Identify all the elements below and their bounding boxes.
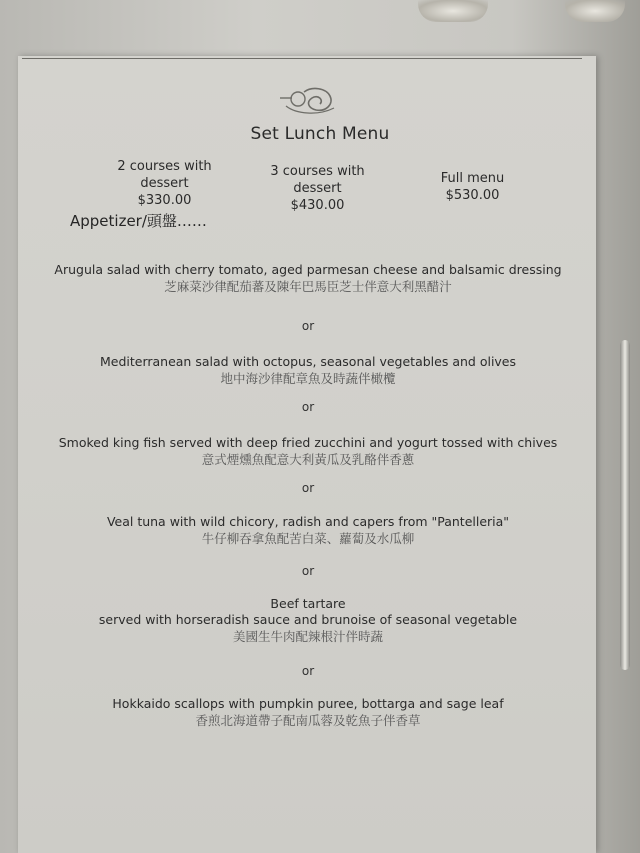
menu-item xyxy=(0,696,616,729)
menu-item-chinese: 意式煙燻魚配意大利黃瓜及乳酪伴香蔥 xyxy=(201,452,415,467)
price-option xyxy=(245,163,390,214)
menu-item-chinese: 地中海沙律配章魚及時蔬伴橄欖 xyxy=(220,371,396,386)
price-option-label: 3 courses with dessert xyxy=(270,164,365,196)
price-option-label: Full menu xyxy=(440,171,505,186)
wine-glass-base xyxy=(418,0,488,22)
menu-item-english: Smoked king fish served with deep fried zucchini and yogurt tossed with chives xyxy=(58,435,558,450)
menu-item-chinese: 香煎北海道帶子配南瓜蓉及乾魚子伴香草 xyxy=(195,713,421,728)
or-separator: or xyxy=(301,564,315,578)
price-option xyxy=(92,158,237,209)
menu-item-english: Beef tartare xyxy=(270,596,346,611)
menu-item xyxy=(0,354,616,387)
restaurant-logo-icon xyxy=(278,84,338,118)
section-title: Appetizer/頭盤…… xyxy=(70,212,207,230)
menu-item-english-detail: served with horseradish sauce and brunoise of seasonal vegetable xyxy=(98,612,518,627)
page-title: Set Lunch Menu xyxy=(250,124,390,144)
menu-item-english: Arugula salad with cherry tomato, aged parmesan cheese and balsamic dressing xyxy=(54,262,562,277)
menu-item-english: Hokkaido scallops with pumpkin puree, bottarga and sage leaf xyxy=(112,696,504,711)
price-option-value: $530.00 xyxy=(445,188,500,203)
menu-item xyxy=(0,262,616,295)
price-option-label: 2 courses with dessert xyxy=(117,159,212,191)
or-separator: or xyxy=(301,400,315,414)
menu-item xyxy=(0,435,616,468)
top-divider xyxy=(22,58,582,59)
menu-item-chinese: 美國生牛肉配辣根汁伴時蔬 xyxy=(232,629,383,644)
or-separator: or xyxy=(301,664,315,678)
menu-item-chinese: 牛仔柳吞拿魚配苦白菜、蘿蔔及水瓜柳 xyxy=(201,531,415,546)
menu-item xyxy=(0,514,616,547)
menu-item xyxy=(0,596,616,645)
price-option xyxy=(420,170,525,204)
folder-binding-cord xyxy=(620,340,630,670)
wine-glass-base xyxy=(565,0,625,22)
menu-item-english: Veal tuna with wild chicory, radish and capers from "Pantelleria" xyxy=(106,514,510,529)
menu-item-chinese: 芝麻菜沙律配茄蕃及陳年巴馬臣芝士伴意大利黑醋汁 xyxy=(164,279,452,294)
or-separator: or xyxy=(301,481,315,495)
price-option-value: $330.00 xyxy=(137,193,192,208)
menu-item-english: Mediterranean salad with octopus, seasonal vegetables and olives xyxy=(99,354,517,369)
price-option-value: $430.00 xyxy=(290,198,345,213)
or-separator: or xyxy=(301,319,315,333)
